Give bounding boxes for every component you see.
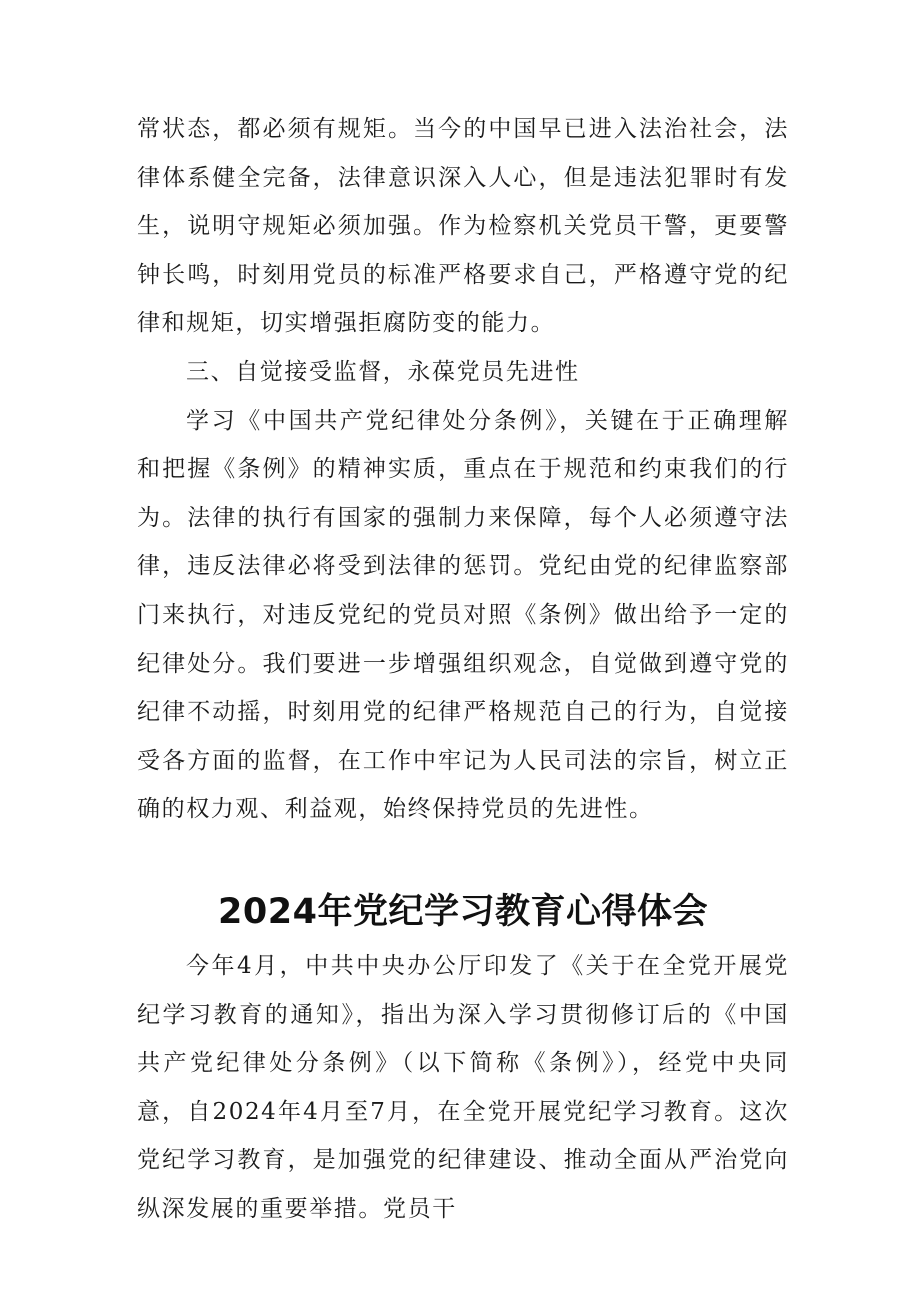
paragraph-continued: 常状态，都必须有规矩。当今的中国早已进入法治社会，法律体系健全完备，法律意识深入人心，但是违法犯罪时有发生，说明守规矩必须加强。作为检察机关党员干警，更要警钟长鸣，时刻用党员的标准严格要求自己，严格遵守党的纪律和规矩，切实增强拒腐防变的能力。 <box>137 116 789 337</box>
article-paragraph-one: 今年4月，中共中央办公厅印发了《关于在全党开展党纪学习教育的通知》，指出为深入学习贯彻修订后的《中国共产党纪律处分条例》（以下简称《条例》），经党中央同意，自2024年4月至7月，在全党开展党纪学习教育。这次党纪学习教育，是加强党的纪律建设、推动全面从严治党向纵深发展的重要举措。党员干 <box>137 952 789 1222</box>
section-spacer <box>137 834 789 882</box>
article-title: 2024年党纪学习教育心得体会 <box>218 891 708 932</box>
section-heading-three: 三、自觉接受监督，永葆党员先进性 <box>186 358 580 385</box>
paragraph-section-three: 学习《中国共产党纪律处分条例》，关键在于正确理解和把握《条例》的精神实质，重点在于规范和约束我们的行为。法律的执行有国家的强制力来保障，每个人必须遵守法律，违反法律必将受到法律的惩罚。党纪由党的纪律监察部门来执行，对违反党纪的党员对照《条例》做出给予一定的纪律处分。我们要进一步增强组织观念，自觉做到遵守党的纪律不动摇，时刻用党的纪律严格规范自己的行为，自觉接受各方面的监督，在工作中牢记为人民司法的宗旨，树立正确的权力观、利益观，始终保持党员的先进性。 <box>137 407 789 823</box>
document-page <box>137 105 789 1233</box>
